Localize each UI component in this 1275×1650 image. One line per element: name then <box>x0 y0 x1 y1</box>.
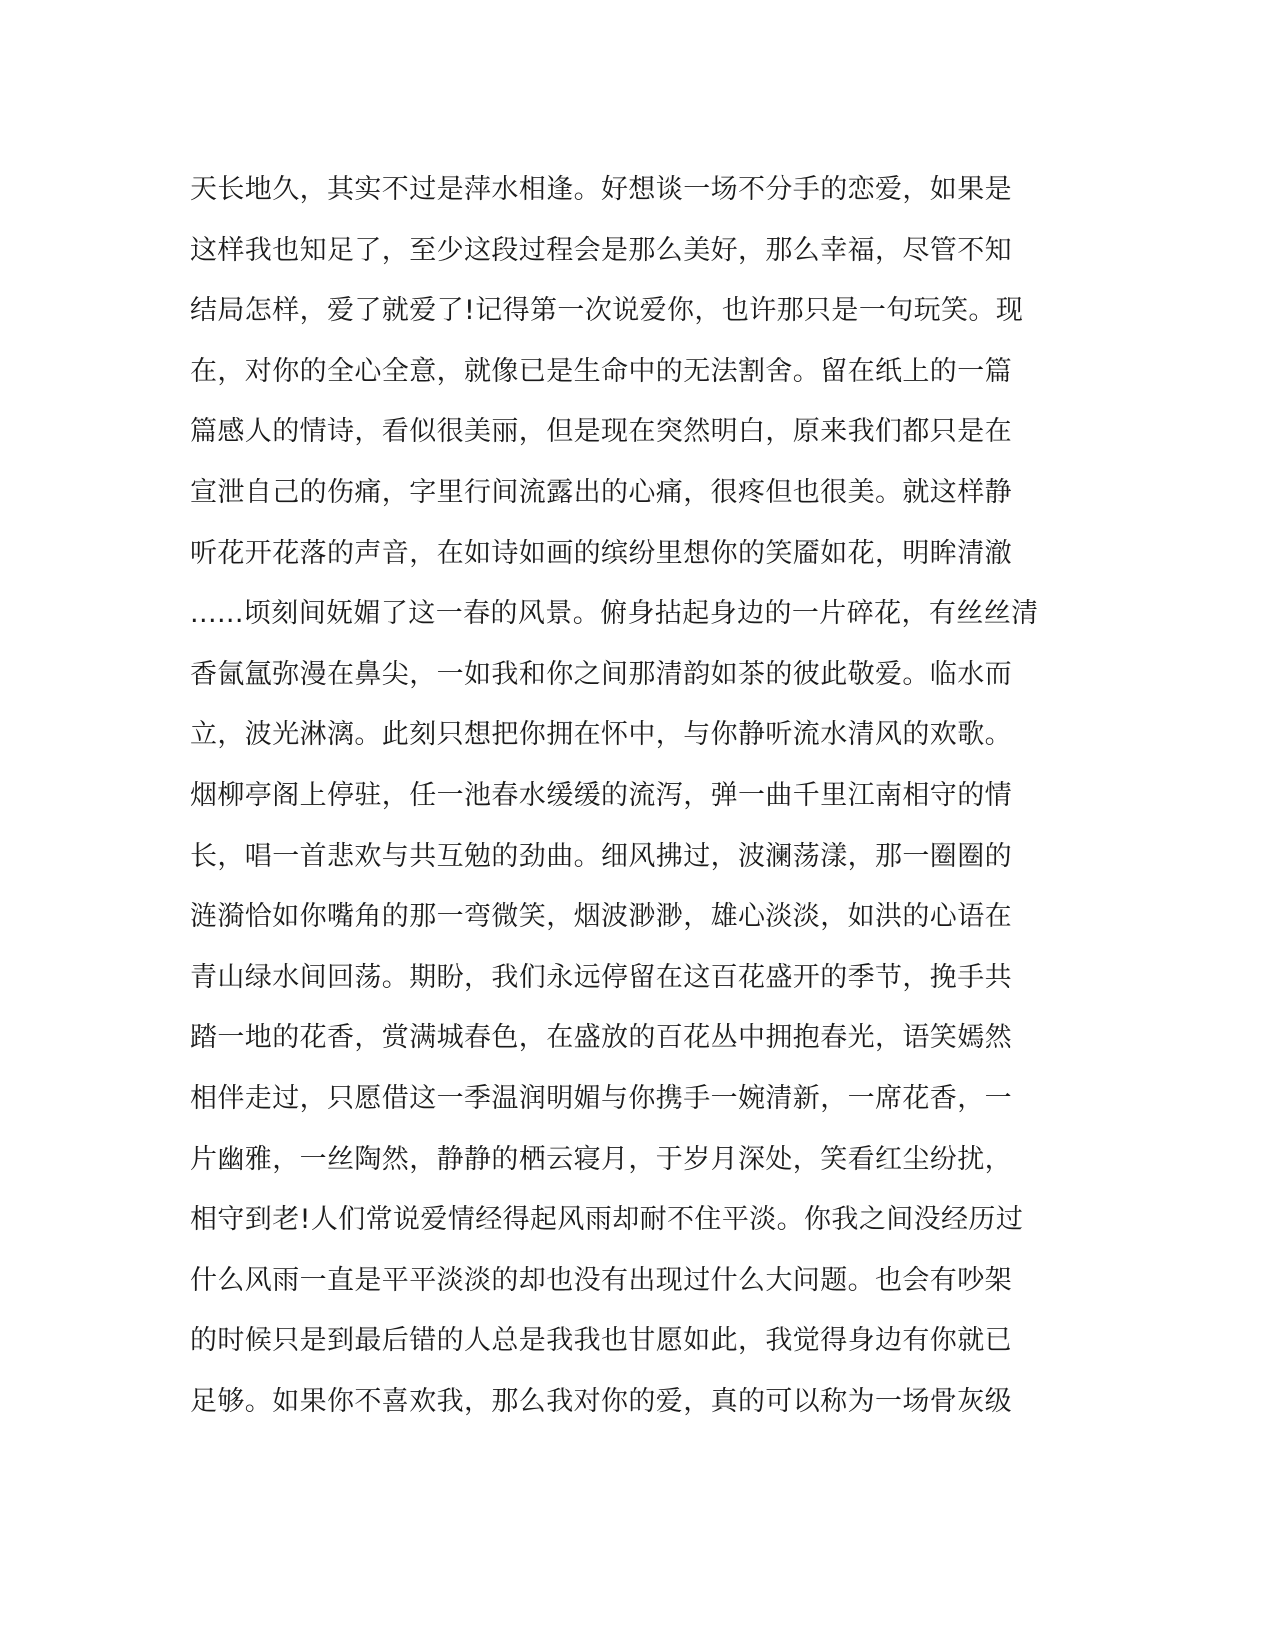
text-line: 在，对你的全心全意，就像已是生命中的无法割舍。留在纸上的一篇 <box>190 355 1012 387</box>
text-line: 踏一地的花香，赏满城春色，在盛放的百花丛中拥抱春光，语笑嫣然 <box>190 1022 1012 1054</box>
text-line: ......顷刻间妩媚了这一春的风景。俯身拈起身边的一片碎花，有丝丝清 <box>190 598 1039 630</box>
text-line: 听花开花落的声音，在如诗如画的缤纷里想你的笑靥如花，明眸清澈 <box>190 537 1012 569</box>
text-line: 篇感人的情诗，看似很美丽，但是现在突然明白，原来我们都只是在 <box>190 416 1012 448</box>
text-line: 相守到老!人们常说爱情经得起风雨却耐不住平淡。你我之间没经历过 <box>190 1204 1024 1236</box>
text-line: 天长地久，其实不过是萍水相逢。好想谈一场不分手的恋爱，如果是 <box>190 174 1012 205</box>
text-line: 长，唱一首悲欢与共互勉的劲曲。细风拂过，波澜荡漾，那一圈圈的 <box>190 840 1012 872</box>
text-line: 片幽雅，一丝陶然，静静的栖云寝月，于岁月深处，笑看红尘纷扰， <box>190 1143 1012 1175</box>
text-line: 青山绿水间回荡。期盼，我们永远停留在这百花盛开的季节，挽手共 <box>190 961 1012 993</box>
text-line: 相伴走过，只愿借这一季温润明媚与你携手一婉清新，一席花香，一 <box>190 1082 1012 1114</box>
text-line: 什么风雨一直是平平淡淡的却也没有出现过什么大问题。也会有吵架 <box>190 1264 1012 1296</box>
text-line: 结局怎样，爱了就爱了!记得第一次说爱你，也许那只是一句玩笑。现 <box>190 295 1024 327</box>
body-text <box>190 160 1090 1432</box>
text-line: 香氤氲弥漫在鼻尖，一如我和你之间那清韵如茶的彼此敬爱。临水而 <box>190 658 1012 690</box>
text-line: 这样我也知足了，至少这段过程会是那么美好，那么幸福，尽管不知 <box>190 234 1012 266</box>
text-line: 足够。如果你不喜欢我，那么我对你的爱，真的可以称为一场骨灰级 <box>190 1385 1012 1417</box>
text-line: 烟柳亭阁上停驻，任一池春水缓缓的流泻，弹一曲千里江南相守的情 <box>190 779 1012 811</box>
text-line: 立，波光淋漓。此刻只想把你拥在怀中，与你静听流水清风的欢歌。 <box>190 719 1012 751</box>
text-line: 涟漪恰如你嘴角的那一弯微笑，烟波渺渺，雄心淡淡，如洪的心语在 <box>190 901 1012 933</box>
text-line: 的时候只是到最后错的人总是我我也甘愿如此，我觉得身边有你就已 <box>190 1325 1012 1357</box>
text-line: 宣泄自己的伤痛，字里行间流露出的心痛，很疼但也很美。就这样静 <box>190 476 1012 508</box>
